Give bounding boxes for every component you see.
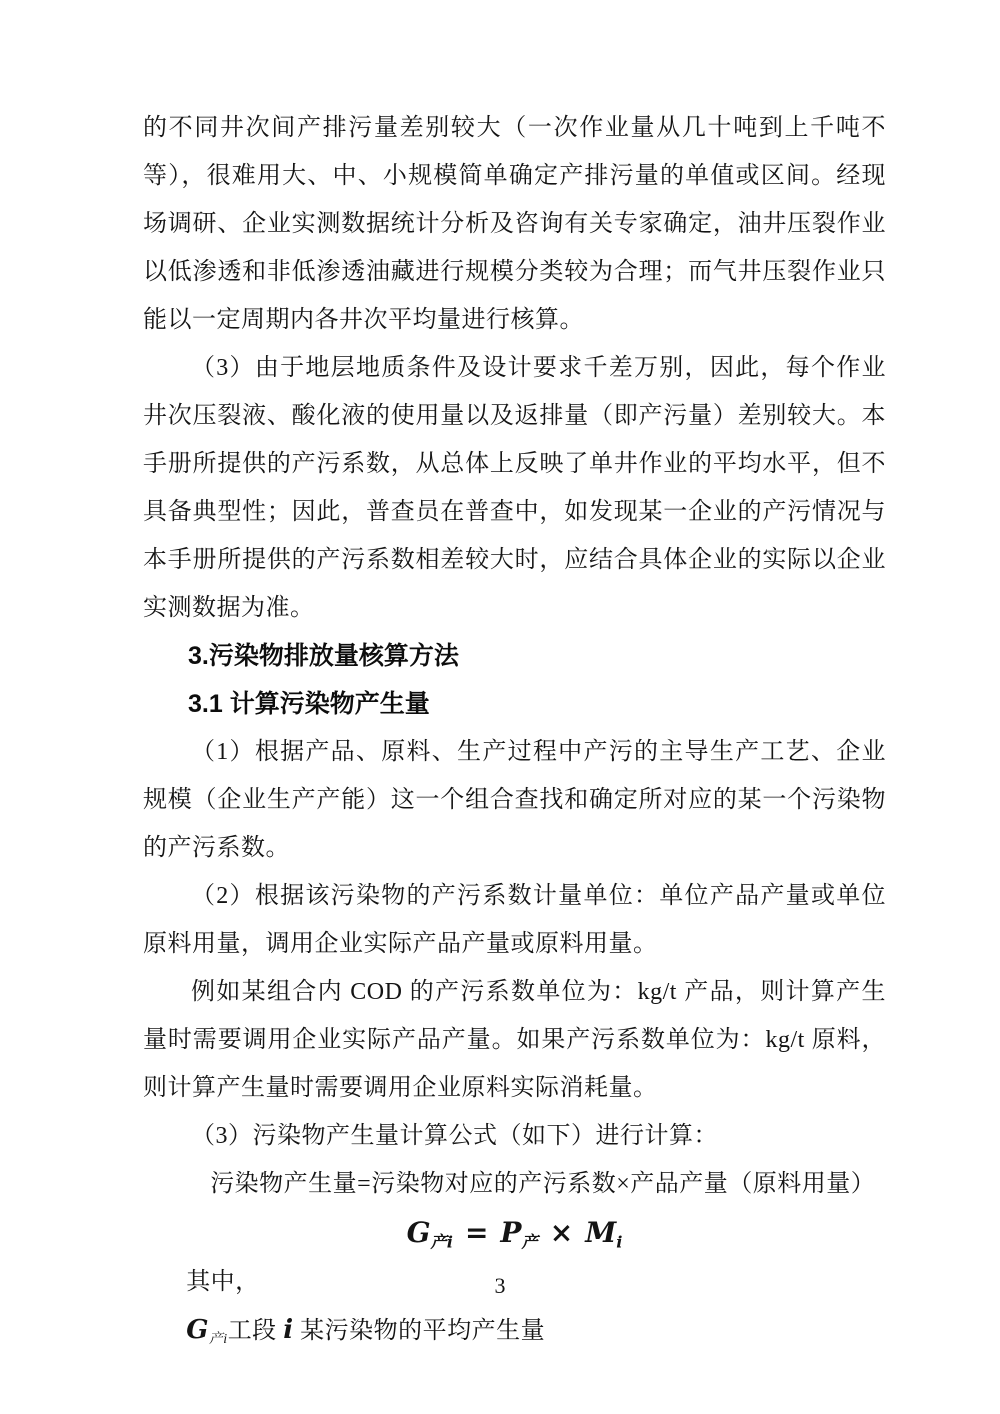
formula-lhs-subscript: 产i [430, 1232, 453, 1252]
formula-word-equation: 污染物产生量=污染物对应的产污系数×产品产量（原料用量） [210, 1171, 876, 1197]
formula-coefficient-symbol: P [500, 1216, 522, 1249]
body-paragraph-continuation: 的不同井次间产排污量差别较大（一次作业量从几十吨到上千吨不等），很难用大、中、小规模简单确定产排污量的单值或区间。经现场调研、企业实测数据统计分析及咨询有关专家确定，油井压裂作业以低渗透和非低渗透油藏进行规模分类较为合理；而气井压裂作业只能以一定周期内各井次平均量进行核算。 [143, 115, 886, 333]
formula-quantity-subscript: i [616, 1232, 623, 1252]
section-heading: 3.污染物排放量核算方法 [188, 642, 459, 670]
body-paragraph-step2: （2）根据该污染物的产污系数计量单位：单位产品产量或单位原料用量，调用企业实际产品产量或原料用量。 [143, 883, 886, 957]
formula-coefficient-subscript: 产 [521, 1232, 538, 1252]
definition-text-suffix: 某污染物的平均产生量 [300, 1318, 546, 1344]
definition-symbol-subscript: 产i [208, 1331, 228, 1347]
formula-lhs-symbol: G [406, 1216, 431, 1249]
subsection-heading: 3.1 计算污染物产生量 [188, 690, 430, 718]
where-label: 其中， [186, 1269, 260, 1295]
multiply-sign: × [549, 1216, 574, 1249]
definition-symbol: G [186, 1315, 209, 1345]
equals-sign: = [464, 1216, 489, 1249]
math-formula [143, 1208, 886, 1258]
body-paragraph-example: 例如某组合内 COD 的产污系数单位为：kg/t 产品，则计算产生量时需要调用企业实际产品产量。如果产污系数单位为：kg/t 原料，则计算产生量时需要调用企业原料实际消耗量。 [143, 979, 886, 1101]
definition-text-prefix: 工段 [227, 1318, 277, 1344]
page-number: 3 [494, 1273, 506, 1298]
body-paragraph-step3: （3）污染物产生量计算公式（如下）进行计算： [191, 1123, 718, 1149]
formula-quantity-symbol: M [585, 1216, 617, 1249]
definition-index-symbol: i [283, 1315, 294, 1345]
body-paragraph-step1: （1）根据产品、原料、生产过程中产污的主导生产工艺、企业规模（企业生产产能）这一个组合查找和确定所对应的某一个污染物的产污系数。 [143, 739, 886, 861]
symbol-definition-line [143, 1306, 886, 1355]
body-paragraph-item3: （3）由于地层地质条件及设计要求千差万别，因此，每个作业井次压裂液、酸化液的使用量以及返排量（即产污量）差别较大。本手册所提供的产污系数，从总体上反映了单井作业的平均水平，但不具备典型性；因此，普查员在普查中，如发现某一企业的产污情况与本手册所提供的产污系数相差较大时，应结合具体企业的实际以企业实测数据为准。 [143, 355, 886, 621]
